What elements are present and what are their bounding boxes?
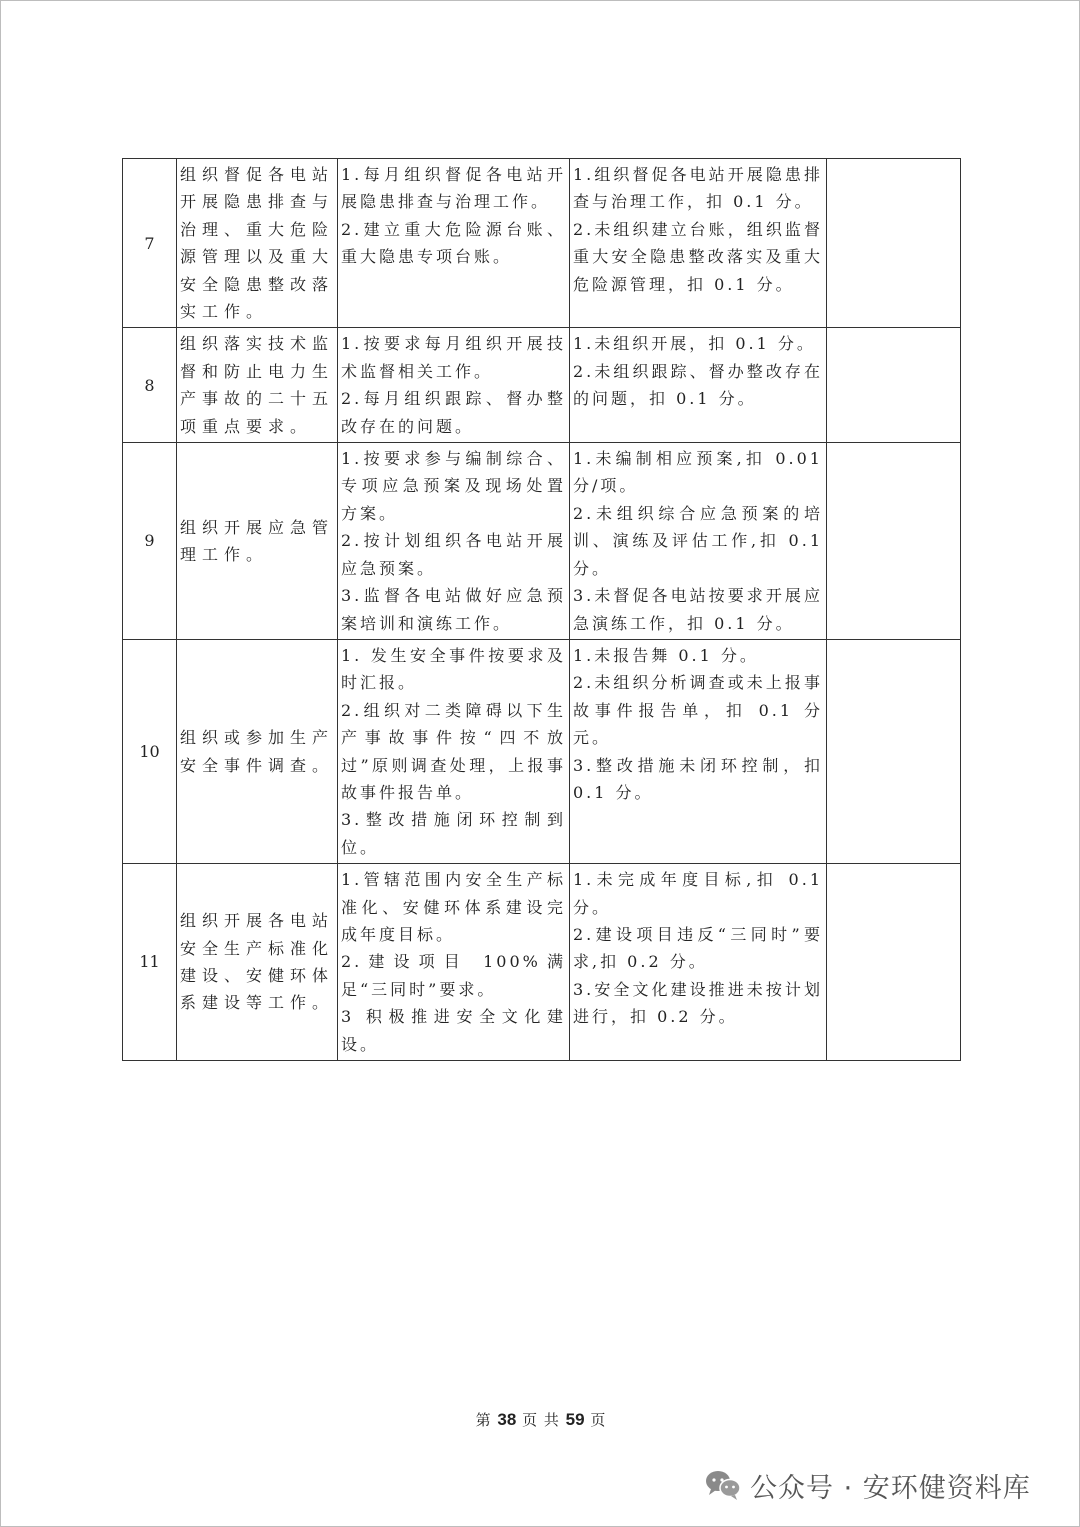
standard-item: 2.每月组织跟踪、督办整改存在的问题。 xyxy=(341,389,566,436)
row-number: 8 xyxy=(123,328,177,443)
row-number: 9 xyxy=(123,443,177,640)
standard-item: 2.建设项目 100%满足“三同时”要求。 xyxy=(341,952,566,999)
page-footer xyxy=(1,1409,1080,1430)
table-row xyxy=(123,328,961,443)
standard-item: 1.管辖范围内安全生产标准化、安健环体系建设完成年度目标。 xyxy=(341,870,566,944)
scoring-item: 1.未完成年度目标,扣 0.1 分。 xyxy=(573,870,823,917)
task-cell: 组织督促各电站开展隐患排查与治理、重大危险源管理以及重大安全隐患整改落实工作。 xyxy=(177,159,338,328)
standard-cell xyxy=(338,639,570,863)
standard-item: 3.整改措施闭环控制到位。 xyxy=(341,810,566,857)
standard-cell xyxy=(338,328,570,443)
task-cell: 组织或参加生产安全事件调查。 xyxy=(177,639,338,863)
watermark xyxy=(704,1465,1031,1505)
scoring-cell xyxy=(570,328,827,443)
remarks-cell xyxy=(827,864,961,1061)
standard-item: 1.按要求每月组织开展技术监督相关工作。 xyxy=(341,334,566,381)
standard-cell xyxy=(338,864,570,1061)
standard-item: 3 积极推进安全文化建设。 xyxy=(341,1007,566,1054)
footer-middle: 页 共 xyxy=(522,1411,560,1429)
scoring-item: 2.未组织分析调查或未上报事故事件报告单，扣 0.1 分元。 xyxy=(573,673,823,748)
scoring-item: 2.建设项目违反“三同时”要求,扣 0.2 分。 xyxy=(573,924,823,972)
scoring-item: 2.未组织跟踪、督办整改存在的问题，扣 0.1 分。 xyxy=(573,361,823,409)
scoring-cell xyxy=(570,159,827,328)
footer-suffix: 页 xyxy=(590,1411,607,1429)
scoring-cell xyxy=(570,864,827,1061)
remarks-cell xyxy=(827,328,961,443)
scoring-item: 2.未组织综合应急预案的培训、演练及评估工作,扣 0.1 分。 xyxy=(573,503,823,578)
watermark-text: 公众号 · 安环健资料库 xyxy=(750,1472,1031,1504)
current-page-number: 38 xyxy=(497,1410,517,1429)
remarks-cell xyxy=(827,639,961,863)
remarks-cell xyxy=(827,443,961,640)
scoring-item: 2.未组织建立台账，组织监督重大安全隐患整改落实及重大危险源管理，扣 0.1 分。 xyxy=(573,219,823,294)
scoring-item: 1.未编制相应预案,扣 0.01 分/项。 xyxy=(573,449,823,496)
table-row xyxy=(123,639,961,863)
scoring-item: 3.安全文化建设推进未按计划进行，扣 0.2 分。 xyxy=(573,979,823,1027)
footer-prefix: 第 xyxy=(475,1411,492,1429)
row-number: 11 xyxy=(123,864,177,1061)
scoring-item: 3.未督促各电站按要求开展应急演练工作，扣 0.1 分。 xyxy=(573,586,823,633)
task-cell: 组织开展应急管理工作。 xyxy=(177,443,338,640)
task-cell: 组织开展各电站安全生产标准化建设、安健环体系建设等工作。 xyxy=(177,864,338,1061)
remarks-cell xyxy=(827,159,961,328)
standard-item: 3.监督各电站做好应急预案培训和演练工作。 xyxy=(341,586,566,633)
responsibility-table xyxy=(122,158,961,1061)
standard-cell xyxy=(338,443,570,640)
total-page-number: 59 xyxy=(565,1410,585,1429)
scoring-item: 3.整改措施未闭环控制，扣 0.1 分。 xyxy=(573,755,823,802)
standard-item: 2.按计划组织各电站开展应急预案。 xyxy=(341,531,566,578)
standard-item: 1. 发生安全事件按要求及时汇报。 xyxy=(341,645,566,693)
scoring-item: 1.未组织开展，扣 0.1 分。 xyxy=(573,334,816,354)
standard-item: 1.按要求参与编制综合、专项应急预案及现场处置方案。 xyxy=(341,449,566,523)
standard-cell xyxy=(338,159,570,328)
table-row xyxy=(123,443,961,640)
scoring-item: 1.未报告舞 0.1 分。 xyxy=(573,645,759,665)
row-number: 10 xyxy=(123,639,177,863)
standard-item: 1.每月组织督促各电站开展隐患排查与治理工作。 xyxy=(341,165,566,212)
standard-item: 2.组织对二类障碍以下生产事故事件按“四不放过”原则调查处理，上报事故事件报告单。 xyxy=(341,700,566,802)
wechat-icon xyxy=(704,1469,742,1501)
table-row xyxy=(123,159,961,328)
scoring-item: 1.组织督促各电站开展隐患排查与治理工作，扣 0.1 分。 xyxy=(573,165,823,212)
standard-item: 2.建立重大危险源台账、重大隐患专项台账。 xyxy=(341,219,566,267)
table-row xyxy=(123,864,961,1061)
row-number: 7 xyxy=(123,159,177,328)
scoring-cell xyxy=(570,443,827,640)
scoring-cell xyxy=(570,639,827,863)
task-cell: 组织落实技术监督和防止电力生产事故的二十五项重点要求。 xyxy=(177,328,338,443)
